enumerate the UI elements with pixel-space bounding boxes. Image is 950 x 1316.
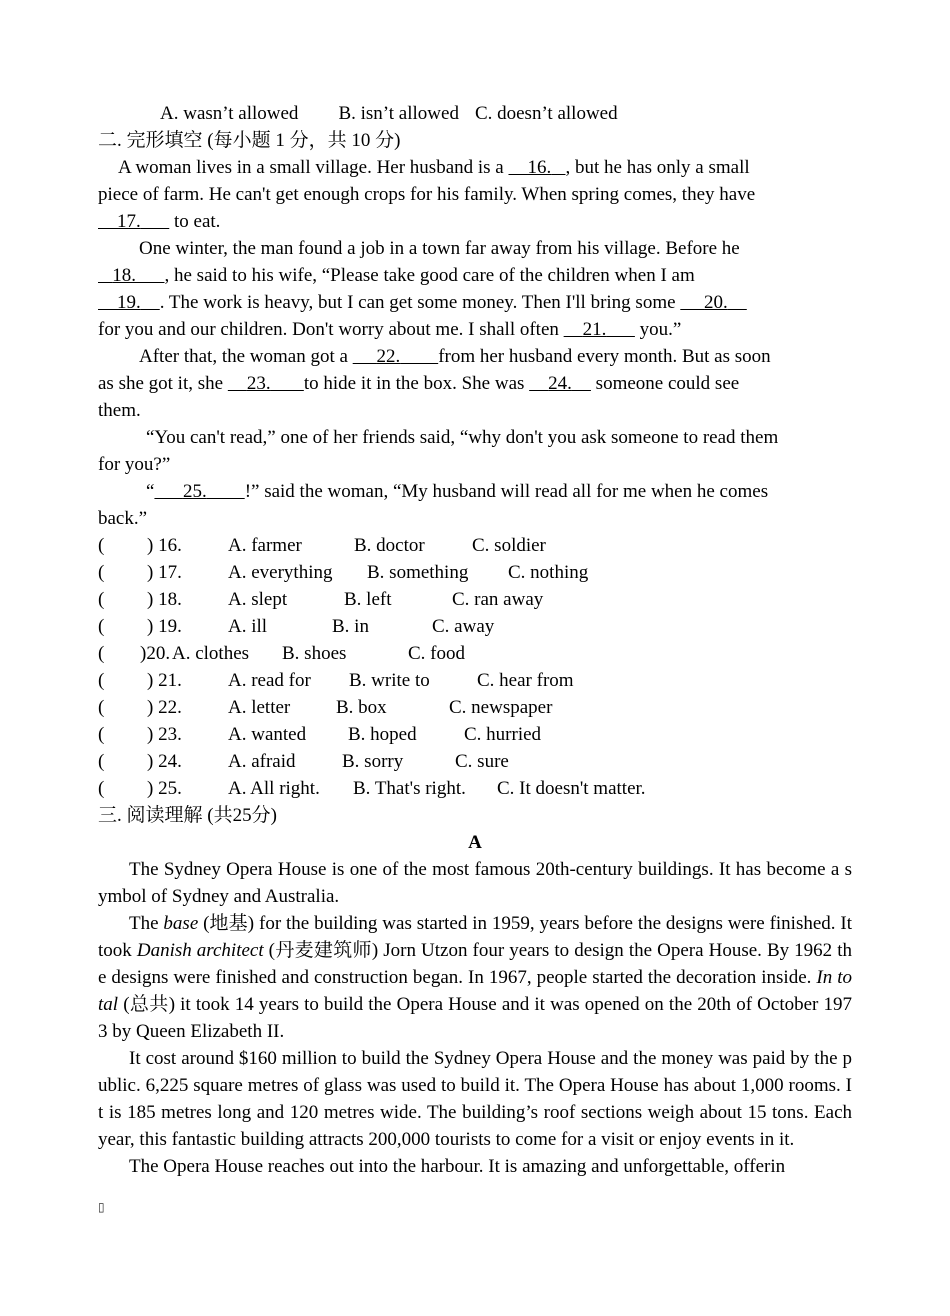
cloze-line: back.” bbox=[98, 508, 148, 529]
question-row: ( ) 16. A. farmer B. doctor C. soldier bbox=[98, 532, 852, 559]
passage-paragraph: It cost around $160 million to build the Sydney Opera House and the money was paid by the public. 6,225 square metres of glass was used to build it. The Opera House has about 1,000 rooms. It is 185 metres long and 120 metres wide. The building’s roof sections weigh about 15 tons. Each year, this fantastic building attracts 200,000 tourists to come for a visit or enjoy events in it. bbox=[98, 1048, 852, 1150]
option-a: A. wasn’t allowed bbox=[160, 103, 299, 124]
option-c: C. doesn’t allowed bbox=[474, 103, 618, 124]
option-b: B. isn’t allowed bbox=[338, 103, 459, 124]
blank-19: 19. bbox=[117, 292, 141, 313]
question-row: ( ) 25. A. All right. B. That's right. C. It doesn't matter. bbox=[98, 775, 852, 802]
question-row: ( )20. A. clothes B. shoes C. food bbox=[98, 640, 852, 667]
cloze-line: After that, the woman got a 22. from her husband every month. But as soon bbox=[139, 346, 771, 367]
blank-22: 22. bbox=[376, 346, 401, 367]
answer-paren[interactable]: ( bbox=[98, 562, 105, 583]
question-row: ( ) 21. A. read for B. write to C. hear from bbox=[98, 667, 852, 694]
cloze-line: 19. . The work is heavy, but I can get some money. Then I'll bring some 20. bbox=[98, 289, 852, 316]
blank-18: 18. bbox=[112, 265, 136, 286]
question-row: ( ) 17. A. everything B. something C. nothing bbox=[98, 559, 852, 586]
cloze-line: A woman lives in a small village. Her husband is a 16. , but he has only a small bbox=[118, 157, 750, 178]
cloze-line: 18. , he said to his wife, “Please take good care of the children when I am bbox=[98, 262, 852, 289]
question-row: ( ) 23. A. wanted B. hoped C. hurried bbox=[98, 721, 852, 748]
answer-paren[interactable]: ( bbox=[98, 616, 105, 637]
cloze-line: “You can't read,” one of her friends said, “why don't you ask someone to read them bbox=[146, 427, 779, 448]
page-marker: ▯ bbox=[98, 1200, 105, 1214]
answer-paren[interactable]: ( bbox=[98, 697, 105, 718]
blank-16: 16. bbox=[527, 157, 552, 178]
question-row: ( ) 22. A. letter B. box C. newspaper bbox=[98, 694, 852, 721]
cloze-line: as she got it, she 23. to hide it in the box. She was 24. someone could see bbox=[98, 373, 740, 394]
answer-paren[interactable]: ( bbox=[98, 589, 105, 610]
section3-title: 三. 阅读理解 (共25分) bbox=[98, 805, 277, 826]
passage-paragraph: The base (地基) for the building was started in 1959, years before the designs were finished. It took Danish architect (丹麦建筑师) Jorn Utzon four years to design the Opera House. By 1962 the designs were finished and construction began. In 1967, people started the decoration inside. In total (总共) it took 14 years to build the Opera House and it was opened on the 20th of October 1973 by Queen Elizabeth II. bbox=[98, 913, 853, 1042]
passage-label: A bbox=[468, 832, 482, 853]
blank-25: 25. bbox=[182, 481, 207, 502]
cloze-line: them. bbox=[98, 400, 141, 421]
exam-content bbox=[98, 100, 852, 1180]
question-row: ( ) 18. A. slept B. left C. ran away bbox=[98, 586, 852, 613]
blank-20: 20. bbox=[704, 292, 728, 313]
cloze-line: “ 25. !” said the woman, “My husband will read all for me when he comes bbox=[146, 481, 769, 502]
previous-question-options bbox=[98, 100, 852, 127]
answer-paren[interactable]: ( bbox=[98, 670, 105, 691]
cloze-line: One winter, the man found a job in a town far away from his village. Before he bbox=[139, 238, 740, 259]
blank-17: 17. bbox=[117, 211, 141, 232]
blank-23: 23. bbox=[246, 373, 271, 394]
passage-paragraph: The Sydney Opera House is one of the most famous 20th-century buildings. It has become a symbol of Sydney and Australia. bbox=[98, 859, 852, 907]
blank-21: 21. bbox=[582, 319, 607, 340]
cloze-line: for you and our children. Don't worry about me. I shall often 21. you.” bbox=[98, 319, 682, 340]
cloze-line: for you?” bbox=[98, 454, 171, 475]
question-row: ( ) 24. A. afraid B. sorry C. sure bbox=[98, 748, 852, 775]
answer-paren[interactable]: ( bbox=[98, 535, 105, 556]
answer-paren[interactable]: ( bbox=[98, 643, 105, 664]
question-row: ( ) 19. A. ill B. in C. away bbox=[98, 613, 852, 640]
answer-paren[interactable]: ( bbox=[98, 778, 105, 799]
section2-title: 二. 完形填空 (每小题 1 分，共 10 分) bbox=[98, 130, 401, 151]
passage-paragraph: The Opera House reaches out into the harbour. It is amazing and unforgettable, offerin bbox=[129, 1156, 786, 1177]
cloze-line: piece of farm. He can't get enough crops for his family. When spring comes, they have bbox=[98, 184, 756, 205]
cloze-line: 17. to eat. bbox=[98, 208, 852, 235]
answer-paren[interactable]: ( bbox=[98, 751, 105, 772]
answer-paren[interactable]: ( bbox=[98, 724, 105, 745]
blank-24: 24. bbox=[548, 373, 572, 394]
